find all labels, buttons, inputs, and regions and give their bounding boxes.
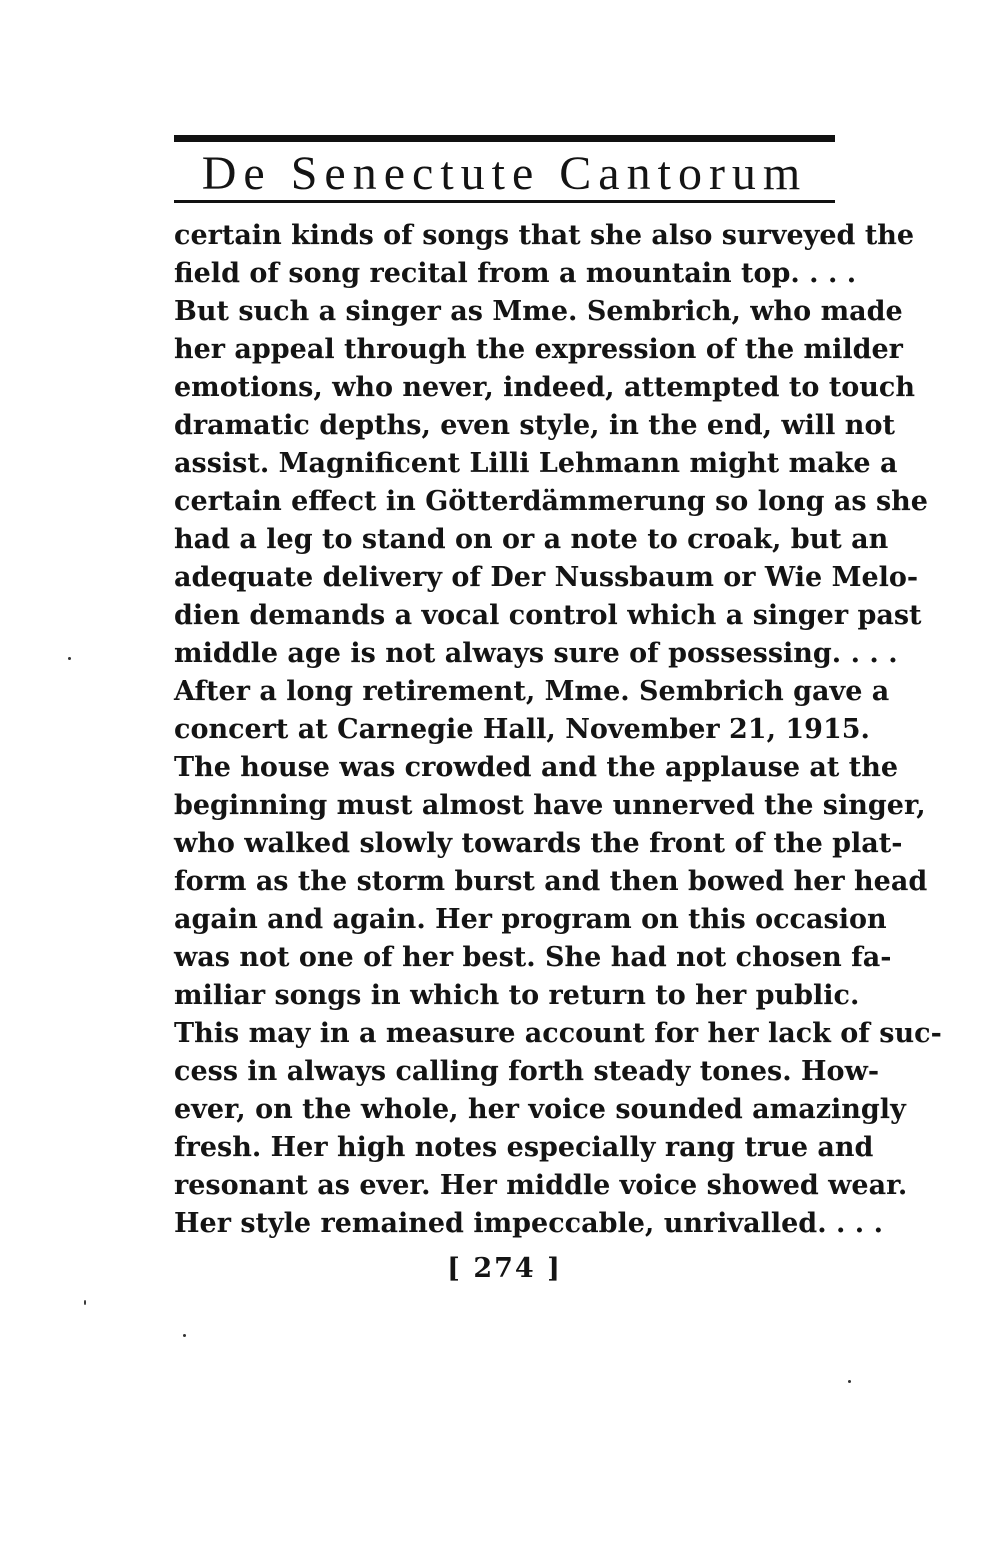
text-line: her appeal through the expression of the milder (174, 334, 903, 365)
text-line: dramatic depths, even style, in the end, will not (174, 410, 895, 441)
text-line: cess in always calling forth steady tones. How- (174, 1056, 880, 1087)
text-line: Her style remained impeccable, unrivalled. . . . (174, 1208, 883, 1239)
text-line: adequate delivery of Der Nussbaum or Wie Melo- (174, 562, 919, 593)
header-rule-bottom (174, 200, 835, 203)
text-line: miliar songs in which to return to her public. (174, 980, 860, 1011)
text-line: After a long retirement, Mme. Sembrich gave a (174, 676, 890, 707)
text-line: assist. Magnificent Lilli Lehmann might make a (174, 448, 898, 479)
scan-speck (84, 1300, 86, 1305)
scan-speck (183, 1334, 186, 1337)
text-line: again and again. Her program on this occasion (174, 904, 887, 935)
text-line: form as the storm burst and then bowed her head (174, 866, 928, 897)
text-line: resonant as ever. Her middle voice showed wear. (174, 1170, 908, 1201)
text-line: who walked slowly towards the front of the plat- (174, 828, 903, 859)
text-line: had a leg to stand on or a note to croak, but an (174, 524, 889, 555)
page-number: [ 274 ] (447, 1253, 562, 1284)
text-line: certain kinds of songs that she also surveyed the (174, 220, 915, 251)
scan-speck (68, 657, 71, 660)
header-rule-top (174, 135, 835, 142)
text-line: ever, on the whole, her voice sounded amazingly (174, 1094, 906, 1125)
text-line: was not one of her best. She had not chosen fa- (174, 942, 892, 973)
body-text (174, 217, 942, 1243)
text-line: The house was crowded and the applause at the (174, 752, 899, 783)
text-line: concert at Carnegie Hall, November 21, 1915. (174, 714, 870, 745)
text-line: This may in a measure account for her lack of suc- (174, 1018, 942, 1049)
text-line: middle age is not always sure of possessing. . . . (174, 638, 898, 669)
text-line: field of song recital from a mountain top. . . . (174, 258, 857, 289)
text-line: certain effect in Götterdämmerung so long as she (174, 486, 928, 517)
text-line: But such a singer as Mme. Sembrich, who made (174, 296, 903, 327)
text-line: dien demands a vocal control which a singer past (174, 600, 922, 631)
scan-speck (848, 1380, 851, 1383)
text-line: fresh. Her high notes especially rang true and (174, 1132, 874, 1163)
text-line: beginning must almost have unnerved the singer, (174, 790, 926, 821)
running-head-title: De Senectute Cantorum (201, 147, 808, 200)
text-line: emotions, who never, indeed, attempted to touch (174, 372, 915, 403)
